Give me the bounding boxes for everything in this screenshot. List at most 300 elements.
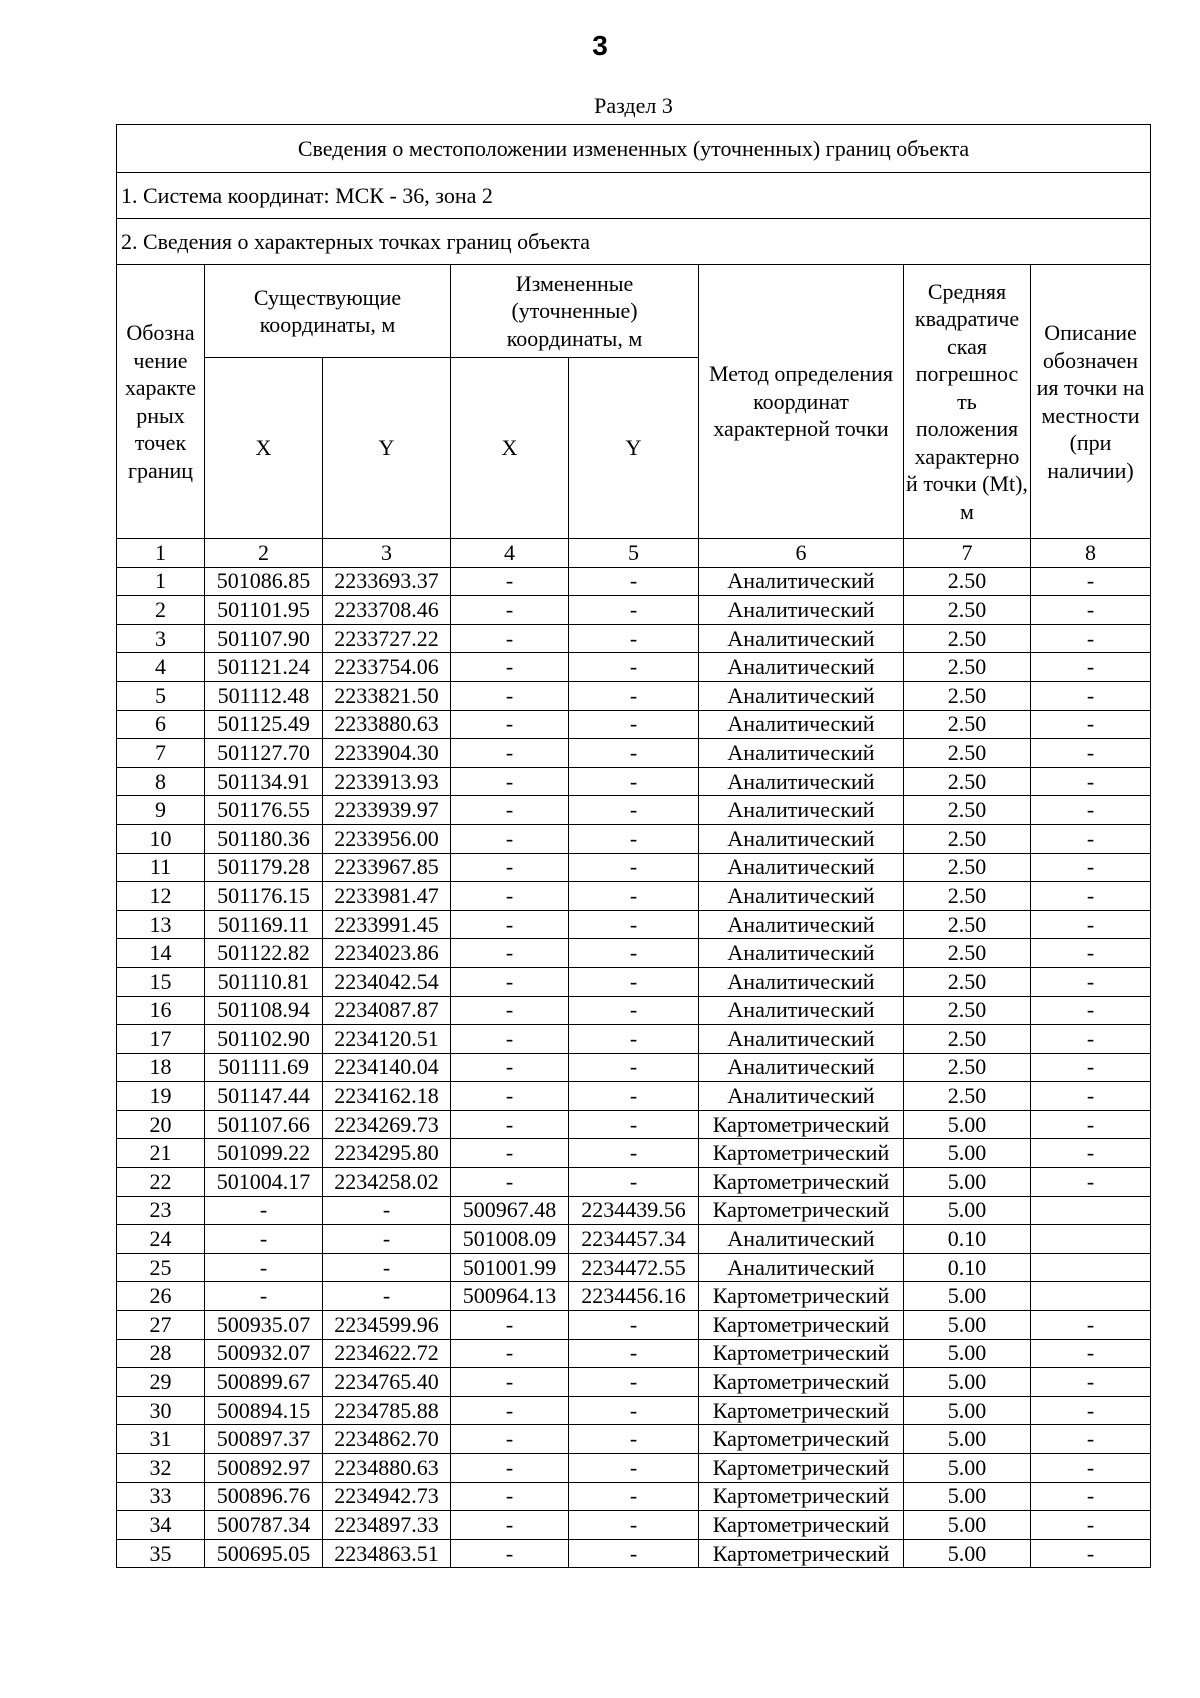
table-row [117,1053,1151,1082]
cell-existing-x: 500894.15 [205,1396,323,1425]
cell-changed-y: - [569,853,699,882]
cell-method: Картометрический [699,1539,904,1568]
cell-method: Аналитический [699,567,904,596]
cell-description: - [1031,567,1151,596]
cell-changed-x: - [451,967,569,996]
table-row [117,681,1151,710]
cell-existing-x: 501169.11 [205,910,323,939]
table-row [117,1082,1151,1111]
cell-existing-y: 2234863.51 [323,1539,451,1568]
cell-existing-y: 2233708.46 [323,596,451,625]
column-number: 8 [1031,539,1151,568]
header-changed-y: Y [569,358,699,539]
cell-changed-x: 501008.09 [451,1225,569,1254]
cell-existing-y: 2234140.04 [323,1053,451,1082]
cell-existing-x: 500896.76 [205,1482,323,1511]
cell-existing-y: 2233967.85 [323,853,451,882]
cell-description: - [1031,1110,1151,1139]
cell-description: - [1031,681,1151,710]
cell-mt: 2.50 [904,653,1031,682]
cell-changed-x: 500964.13 [451,1282,569,1311]
cell-method: Картометрический [699,1482,904,1511]
table-row [117,1368,1151,1397]
cell-description: - [1031,996,1151,1025]
cell-existing-x: 500935.07 [205,1311,323,1340]
cell-changed-y: - [569,653,699,682]
cell-existing-x: 501176.55 [205,796,323,825]
cell-mt: 2.50 [904,853,1031,882]
cell-description: - [1031,967,1151,996]
cell-existing-y: 2234162.18 [323,1082,451,1111]
cell-method: Аналитический [699,596,904,625]
cell-changed-x: - [451,1053,569,1082]
cell-mt: 2.50 [904,710,1031,739]
table-row [117,1139,1151,1168]
cell-description: - [1031,653,1151,682]
table-row [117,967,1151,996]
cell-method: Аналитический [699,939,904,968]
cell-existing-y: 2234269.73 [323,1110,451,1139]
cell-changed-x: - [451,1168,569,1197]
cell-existing-y: 2233904.30 [323,739,451,768]
cell-changed-y: - [569,1539,699,1568]
cell-point-id: 19 [117,1082,205,1111]
cell-changed-y: - [569,1511,699,1540]
cell-changed-x: - [451,1511,569,1540]
cell-existing-x: 500695.05 [205,1539,323,1568]
cell-mt: 2.50 [904,567,1031,596]
cell-existing-x: 501180.36 [205,824,323,853]
cell-changed-x: - [451,1396,569,1425]
cell-existing-x: 501099.22 [205,1139,323,1168]
cell-changed-y: - [569,882,699,911]
cell-changed-y: - [569,1053,699,1082]
cell-description: - [1031,910,1151,939]
cell-changed-x: - [451,1139,569,1168]
cell-method: Аналитический [699,824,904,853]
cell-mt: 2.50 [904,1025,1031,1054]
cell-changed-y: - [569,967,699,996]
cell-method: Аналитический [699,796,904,825]
cell-changed-x: - [451,882,569,911]
table-row [117,1396,1151,1425]
cell-existing-x: 501112.48 [205,681,323,710]
cell-changed-x: - [451,1311,569,1340]
cell-existing-y: 2234042.54 [323,967,451,996]
cell-method: Картометрический [699,1168,904,1197]
column-number: 3 [323,539,451,568]
cell-changed-x: - [451,739,569,768]
cell-changed-y: - [569,739,699,768]
table-row [117,1025,1151,1054]
cell-mt: 5.00 [904,1425,1031,1454]
cell-existing-x: 501108.94 [205,996,323,1025]
header-mt: Средняя квадратиче ская погрешнос ть положения характерно й точки (Mt), м [904,265,1031,539]
cell-description: - [1031,1339,1151,1368]
cell-description: - [1031,1053,1151,1082]
cell-description: - [1031,1139,1151,1168]
section-label: Раздел 3 [594,93,673,118]
cell-method: Аналитический [699,739,904,768]
cell-mt: 5.00 [904,1339,1031,1368]
cell-mt: 5.00 [904,1368,1031,1397]
header-existing-y: Y [323,358,451,539]
cell-mt: 2.50 [904,739,1031,768]
header-description: Описание обозначен ия точки на местности (при наличии) [1031,265,1151,539]
cell-point-id: 14 [117,939,205,968]
cell-existing-y: 2234765.40 [323,1368,451,1397]
cell-mt: 0.10 [904,1253,1031,1282]
cell-changed-x: - [451,1454,569,1483]
cell-description [1031,1253,1151,1282]
cell-point-id: 34 [117,1511,205,1540]
cell-point-id: 23 [117,1196,205,1225]
cell-changed-x: - [451,1110,569,1139]
cell-existing-y: 2233981.47 [323,882,451,911]
cell-changed-y: - [569,1396,699,1425]
cell-changed-x: - [451,1339,569,1368]
column-number: 1 [117,539,205,568]
table-title: Сведения о местоположении измененных (уточненных) границ объекта [117,125,1151,173]
cell-point-id: 25 [117,1253,205,1282]
cell-point-id: 32 [117,1454,205,1483]
header-existing-x: X [205,358,323,539]
cell-changed-x: - [451,767,569,796]
cell-existing-x: 501127.70 [205,739,323,768]
cell-mt: 2.50 [904,796,1031,825]
cell-description [1031,1225,1151,1254]
cell-method: Картометрический [699,1511,904,1540]
cell-changed-y: 2234472.55 [569,1253,699,1282]
cell-point-id: 8 [117,767,205,796]
cell-existing-y: 2234622.72 [323,1339,451,1368]
cell-changed-y: 2234456.16 [569,1282,699,1311]
cell-description: - [1031,1025,1151,1054]
cell-existing-x: 501004.17 [205,1168,323,1197]
cell-mt: 2.50 [904,910,1031,939]
table-row [117,939,1151,968]
cell-existing-x: 500899.67 [205,1368,323,1397]
cell-mt: 2.50 [904,824,1031,853]
cell-description: - [1031,939,1151,968]
cell-existing-y: 2233956.00 [323,824,451,853]
cell-existing-y: - [323,1253,451,1282]
cell-changed-y: - [569,1311,699,1340]
cell-method: Аналитический [699,1082,904,1111]
table-row [117,1282,1151,1311]
cell-changed-y: - [569,796,699,825]
cell-mt: 5.00 [904,1139,1031,1168]
cell-method: Аналитический [699,624,904,653]
table-row [117,624,1151,653]
cell-changed-x: - [451,624,569,653]
cell-existing-y: 2233821.50 [323,681,451,710]
cell-mt: 5.00 [904,1539,1031,1568]
table-row [117,882,1151,911]
cell-existing-y: 2234023.86 [323,939,451,968]
cell-method: Аналитический [699,1253,904,1282]
page-number: 3 [592,30,608,61]
table-row [117,796,1151,825]
cell-changed-y: - [569,681,699,710]
table-row [117,767,1151,796]
cell-description: - [1031,739,1151,768]
cell-method: Аналитический [699,996,904,1025]
cell-point-id: 33 [117,1482,205,1511]
cell-method: Аналитический [699,853,904,882]
cell-changed-y: - [569,939,699,968]
cell-changed-y: - [569,910,699,939]
cell-changed-x: - [451,1482,569,1511]
cell-description: - [1031,1539,1151,1568]
table-row [117,1511,1151,1540]
cell-method: Аналитический [699,653,904,682]
cell-mt: 5.00 [904,1196,1031,1225]
cell-changed-x: - [451,910,569,939]
cell-point-id: 18 [117,1053,205,1082]
cell-changed-x: - [451,1539,569,1568]
cell-changed-y: - [569,1139,699,1168]
cell-changed-x: - [451,567,569,596]
cell-existing-y: 2233913.93 [323,767,451,796]
cell-method: Картометрический [699,1339,904,1368]
header-changed-coords: Измененные (уточненные) координаты, м [451,265,699,358]
cell-point-id: 9 [117,796,205,825]
table-row [117,1482,1151,1511]
cell-description: - [1031,767,1151,796]
cell-changed-y: - [569,996,699,1025]
points-heading: 2. Сведения о характерных точках границ объекта [117,219,1151,265]
cell-existing-y: 2233991.45 [323,910,451,939]
cell-mt: 2.50 [904,967,1031,996]
cell-description: - [1031,1168,1151,1197]
cell-description: - [1031,1511,1151,1540]
header-method: Метод определения координат характерной точки [699,265,904,539]
cell-changed-y: - [569,1454,699,1483]
cell-method: Картометрический [699,1425,904,1454]
cell-mt: 5.00 [904,1110,1031,1139]
cell-changed-y: - [569,1339,699,1368]
table-row [117,1110,1151,1139]
table-row [117,1253,1151,1282]
cell-changed-y: - [569,1110,699,1139]
cell-existing-x: 501122.82 [205,939,323,968]
cell-existing-y: 2234942.73 [323,1482,451,1511]
cell-description [1031,1282,1151,1311]
cell-method: Картометрический [699,1368,904,1397]
cell-existing-x: 500897.37 [205,1425,323,1454]
cell-existing-y: 2233880.63 [323,710,451,739]
cell-changed-x: - [451,596,569,625]
cell-method: Аналитический [699,710,904,739]
cell-changed-y: - [569,1168,699,1197]
coordinates-table [116,124,1151,1568]
cell-method: Аналитический [699,1225,904,1254]
table-row [117,1196,1151,1225]
cell-method: Картометрический [699,1196,904,1225]
cell-mt: 5.00 [904,1511,1031,1540]
cell-point-id: 3 [117,624,205,653]
cell-point-id: 13 [117,910,205,939]
cell-changed-x: - [451,1082,569,1111]
cell-mt: 2.50 [904,767,1031,796]
header-existing-coords: Существующие координаты, м [205,265,451,358]
cell-existing-x: 501111.69 [205,1053,323,1082]
cell-existing-x: 501179.28 [205,853,323,882]
cell-point-id: 15 [117,967,205,996]
cell-existing-x: 500932.07 [205,1339,323,1368]
cell-changed-x: 500967.48 [451,1196,569,1225]
cell-existing-y: 2234120.51 [323,1025,451,1054]
cell-mt: 2.50 [904,996,1031,1025]
cell-changed-y: - [569,624,699,653]
cell-existing-x: - [205,1282,323,1311]
cell-changed-y: - [569,596,699,625]
cell-existing-x: 501086.85 [205,567,323,596]
cell-point-id: 7 [117,739,205,768]
table-row [117,1539,1151,1568]
cell-description: - [1031,1454,1151,1483]
cell-point-id: 6 [117,710,205,739]
cell-changed-x: - [451,939,569,968]
cell-existing-y: 2233693.37 [323,567,451,596]
cell-mt: 5.00 [904,1311,1031,1340]
cell-mt: 2.50 [904,939,1031,968]
cell-method: Аналитический [699,1053,904,1082]
cell-existing-y: 2234862.70 [323,1425,451,1454]
table-row [117,824,1151,853]
cell-existing-x: 501110.81 [205,967,323,996]
cell-point-id: 2 [117,596,205,625]
cell-description: - [1031,1082,1151,1111]
cell-point-id: 17 [117,1025,205,1054]
table-row [117,596,1151,625]
cell-changed-x: - [451,710,569,739]
cell-existing-x: 501176.15 [205,882,323,911]
cell-description: - [1031,824,1151,853]
table-row [117,653,1151,682]
table-row [117,567,1151,596]
cell-existing-x: 501102.90 [205,1025,323,1054]
cell-method: Аналитический [699,767,904,796]
cell-existing-x: 501121.24 [205,653,323,682]
cell-method: Аналитический [699,910,904,939]
cell-existing-y: 2234599.96 [323,1311,451,1340]
cell-changed-y: - [569,1025,699,1054]
table-row [117,1339,1151,1368]
cell-existing-y: 2234295.80 [323,1139,451,1168]
column-number: 4 [451,539,569,568]
cell-description: - [1031,1482,1151,1511]
cell-method: Картометрический [699,1110,904,1139]
cell-point-id: 16 [117,996,205,1025]
cell-existing-x: 500787.34 [205,1511,323,1540]
cell-existing-x: 501125.49 [205,710,323,739]
cell-changed-x: - [451,796,569,825]
cell-existing-y: 2234258.02 [323,1168,451,1197]
cell-mt: 5.00 [904,1454,1031,1483]
cell-changed-x: - [451,681,569,710]
cell-existing-x: - [205,1253,323,1282]
cell-changed-y: - [569,767,699,796]
cell-existing-x: 501101.95 [205,596,323,625]
cell-method: Аналитический [699,967,904,996]
cell-point-id: 27 [117,1311,205,1340]
table-row [117,710,1151,739]
cell-description: - [1031,1368,1151,1397]
cell-changed-x: 501001.99 [451,1253,569,1282]
cell-existing-y: 2234087.87 [323,996,451,1025]
cell-point-id: 22 [117,1168,205,1197]
header-point-id: Обозна чение характе рных точек границ [117,265,205,539]
cell-method: Картометрический [699,1454,904,1483]
cell-description: - [1031,1425,1151,1454]
cell-changed-x: - [451,996,569,1025]
cell-method: Картометрический [699,1139,904,1168]
cell-description: - [1031,596,1151,625]
cell-existing-y: - [323,1282,451,1311]
cell-point-id: 24 [117,1225,205,1254]
cell-method: Картометрический [699,1396,904,1425]
cell-point-id: 4 [117,653,205,682]
cell-point-id: 30 [117,1396,205,1425]
cell-changed-y: - [569,1082,699,1111]
cell-changed-x: - [451,824,569,853]
cell-existing-x: - [205,1225,323,1254]
cell-description: - [1031,882,1151,911]
table-body [117,567,1151,1568]
cell-changed-y: - [569,710,699,739]
table-row [117,1225,1151,1254]
cell-method: Картометрический [699,1311,904,1340]
cell-mt: 5.00 [904,1482,1031,1511]
table-row [117,1425,1151,1454]
cell-point-id: 11 [117,853,205,882]
cell-existing-x: 501147.44 [205,1082,323,1111]
cell-changed-y: - [569,1425,699,1454]
table-row [117,996,1151,1025]
column-number: 6 [699,539,904,568]
cell-changed-x: - [451,1425,569,1454]
cell-mt: 2.50 [904,1082,1031,1111]
cell-mt: 0.10 [904,1225,1031,1254]
cell-mt: 2.50 [904,596,1031,625]
cell-point-id: 35 [117,1539,205,1568]
cell-existing-y: 2234785.88 [323,1396,451,1425]
cell-changed-y: - [569,1368,699,1397]
cell-description [1031,1196,1151,1225]
cell-existing-y: 2233754.06 [323,653,451,682]
cell-changed-y: 2234457.34 [569,1225,699,1254]
cell-description: - [1031,1396,1151,1425]
cell-mt: 5.00 [904,1282,1031,1311]
cell-changed-x: - [451,853,569,882]
cell-mt: 2.50 [904,1053,1031,1082]
cell-description: - [1031,624,1151,653]
cell-mt: 2.50 [904,882,1031,911]
cell-changed-y: - [569,1482,699,1511]
cell-existing-y: 2234897.33 [323,1511,451,1540]
cell-existing-x: 500892.97 [205,1454,323,1483]
table-row [117,1454,1151,1483]
cell-point-id: 28 [117,1339,205,1368]
cell-mt: 5.00 [904,1396,1031,1425]
header-changed-x: X [451,358,569,539]
cell-changed-x: - [451,653,569,682]
column-number: 5 [569,539,699,568]
cell-mt: 2.50 [904,681,1031,710]
cell-existing-y: 2233727.22 [323,624,451,653]
